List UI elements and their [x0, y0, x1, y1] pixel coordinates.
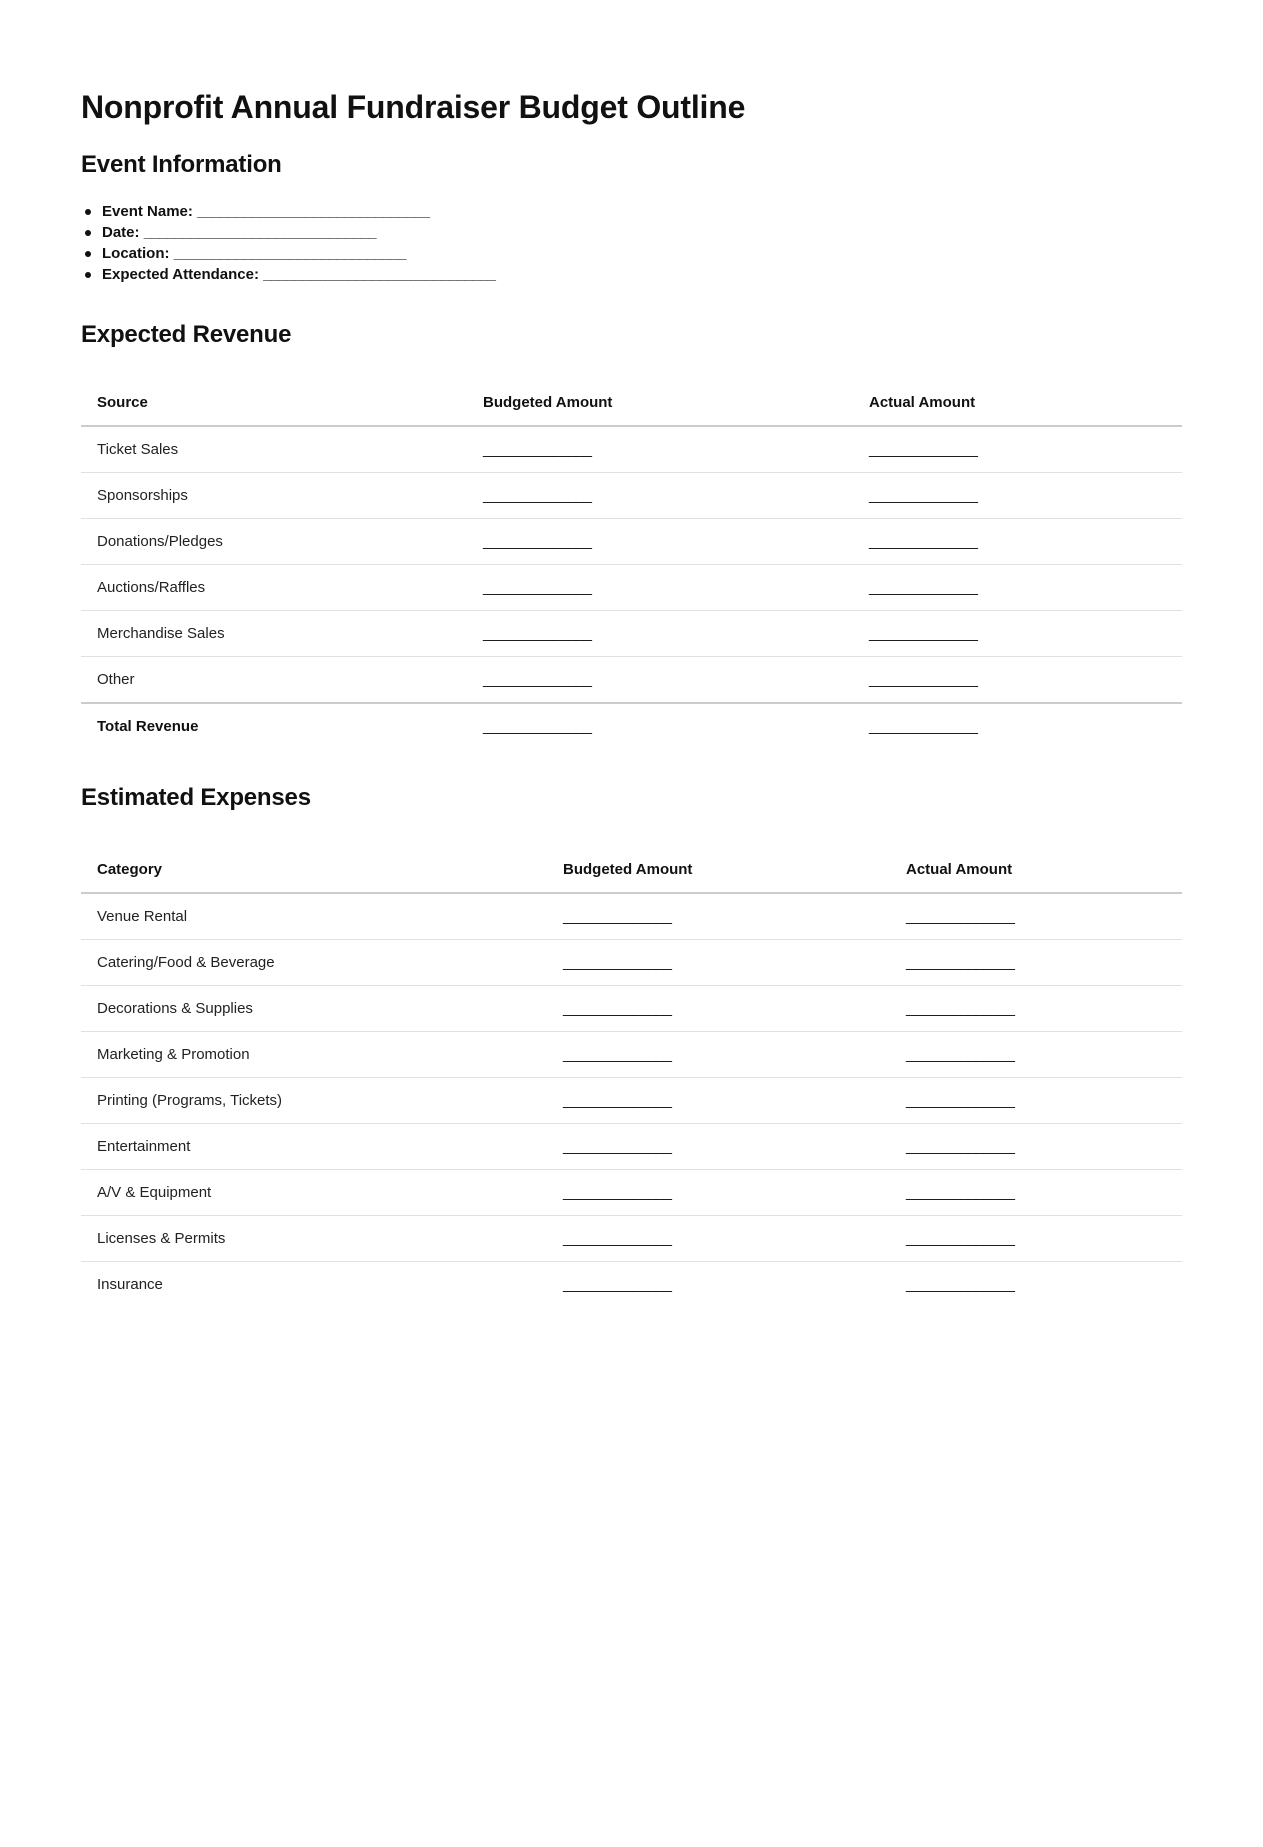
- total-budgeted-blank[interactable]: ______________: [483, 718, 592, 735]
- bullet-icon: [85, 230, 91, 236]
- table-row: [81, 1216, 1182, 1262]
- actual-blank[interactable]: ______________: [906, 954, 1015, 971]
- budgeted-cell[interactable]: [547, 1078, 890, 1124]
- field-label: Location:: [102, 245, 170, 262]
- actual-cell[interactable]: [890, 1216, 1182, 1262]
- table-row: [81, 565, 1182, 611]
- actual-cell[interactable]: [853, 519, 1182, 565]
- actual-blank[interactable]: ______________: [906, 1230, 1015, 1247]
- budgeted-cell[interactable]: [547, 1216, 890, 1262]
- budgeted-cell[interactable]: [547, 1124, 890, 1170]
- actual-cell[interactable]: [890, 940, 1182, 986]
- actual-blank[interactable]: ______________: [906, 1092, 1015, 1109]
- budgeted-cell[interactable]: [467, 473, 853, 519]
- actual-blank[interactable]: ______________: [869, 487, 978, 504]
- table-header-row: [81, 380, 1182, 426]
- category-cell: Venue Rental: [81, 893, 547, 940]
- expected-attendance-field: [102, 264, 1182, 285]
- actual-blank[interactable]: ______________: [906, 1000, 1015, 1017]
- bullet-icon: [85, 272, 91, 278]
- source-cell: Auctions/Raffles: [81, 565, 467, 611]
- field-label: Date:: [102, 224, 140, 241]
- table-row: [81, 426, 1182, 473]
- actual-cell[interactable]: [853, 473, 1182, 519]
- event-name-blank[interactable]: ______________________________: [197, 203, 430, 220]
- location-field: [102, 243, 1182, 264]
- category-cell: Catering/Food & Beverage: [81, 940, 547, 986]
- budgeted-blank[interactable]: ______________: [483, 579, 592, 596]
- actual-blank[interactable]: ______________: [869, 671, 978, 688]
- table-header-row: [81, 847, 1182, 893]
- actual-cell[interactable]: [890, 1170, 1182, 1216]
- total-revenue-row: [81, 703, 1182, 749]
- budgeted-cell[interactable]: [547, 986, 890, 1032]
- expenses-table: [81, 847, 1182, 1307]
- table-row: [81, 611, 1182, 657]
- table-row: [81, 1262, 1182, 1308]
- column-header-actual: Actual Amount: [890, 847, 1182, 893]
- budgeted-blank[interactable]: ______________: [563, 1000, 672, 1017]
- budgeted-cell[interactable]: [547, 1262, 890, 1308]
- revenue-table: [81, 380, 1182, 749]
- event-name-field: [102, 201, 1182, 222]
- source-cell: Other: [81, 657, 467, 704]
- table-row: [81, 986, 1182, 1032]
- actual-cell[interactable]: [853, 611, 1182, 657]
- budgeted-blank[interactable]: ______________: [563, 1046, 672, 1063]
- budgeted-blank[interactable]: ______________: [563, 1184, 672, 1201]
- event-information-list: [81, 201, 1182, 285]
- event-information-heading: Event Information: [81, 151, 282, 178]
- table-row: [81, 940, 1182, 986]
- actual-cell[interactable]: [890, 1124, 1182, 1170]
- budgeted-blank[interactable]: ______________: [563, 1230, 672, 1247]
- actual-blank[interactable]: ______________: [869, 579, 978, 596]
- budgeted-blank[interactable]: ______________: [563, 1276, 672, 1293]
- budgeted-blank[interactable]: ______________: [483, 487, 592, 504]
- budgeted-blank[interactable]: ______________: [563, 908, 672, 925]
- category-cell: Insurance: [97, 1276, 163, 1293]
- expected-revenue-heading: Expected Revenue: [81, 321, 292, 348]
- budgeted-cell[interactable]: [547, 1170, 890, 1216]
- budgeted-cell[interactable]: [467, 519, 853, 565]
- budgeted-cell[interactable]: [547, 940, 890, 986]
- total-actual-cell[interactable]: [853, 703, 1182, 749]
- table-row: [81, 657, 1182, 704]
- source-cell: Donations/Pledges: [81, 519, 467, 565]
- budgeted-blank[interactable]: ______________: [563, 1092, 672, 1109]
- field-label: Event Name:: [102, 203, 193, 220]
- document-title: Nonprofit Annual Fundraiser Budget Outline: [81, 89, 746, 125]
- actual-blank[interactable]: ______________: [869, 441, 978, 458]
- actual-blank[interactable]: ______________: [869, 625, 978, 642]
- expected-attendance-blank[interactable]: ______________________________: [263, 266, 496, 283]
- total-actual-blank[interactable]: ______________: [869, 718, 978, 735]
- date-field: [102, 222, 1182, 243]
- table-row: [81, 519, 1182, 565]
- budgeted-cell[interactable]: [467, 657, 853, 704]
- actual-blank[interactable]: ______________: [906, 908, 1015, 925]
- column-header-budgeted: Budgeted Amount: [467, 380, 853, 426]
- table-row: [81, 473, 1182, 519]
- budgeted-cell[interactable]: [467, 565, 853, 611]
- budgeted-cell[interactable]: [547, 1032, 890, 1078]
- total-budgeted-cell[interactable]: [467, 703, 853, 749]
- column-header-actual: Actual Amount: [853, 380, 1182, 426]
- source-cell: Merchandise Sales: [81, 611, 467, 657]
- actual-cell[interactable]: [890, 1078, 1182, 1124]
- budgeted-blank[interactable]: ______________: [483, 533, 592, 550]
- category-cell: Entertainment: [81, 1124, 547, 1170]
- budgeted-blank[interactable]: ______________: [563, 954, 672, 971]
- source-cell: Ticket Sales: [81, 426, 467, 473]
- actual-blank[interactable]: ______________: [869, 533, 978, 550]
- column-header-source: Source: [81, 380, 467, 426]
- actual-blank[interactable]: ______________: [906, 1184, 1015, 1201]
- budgeted-blank[interactable]: ______________: [483, 625, 592, 642]
- location-blank[interactable]: ______________________________: [173, 245, 406, 262]
- total-label: Total Revenue: [97, 718, 199, 735]
- actual-blank[interactable]: ______________: [906, 1138, 1015, 1155]
- category-cell: Marketing & Promotion: [81, 1032, 547, 1078]
- table-row: [81, 1032, 1182, 1078]
- category-cell: Printing (Programs, Tickets): [81, 1078, 547, 1124]
- column-header-budgeted: Budgeted Amount: [547, 847, 890, 893]
- actual-cell[interactable]: [890, 986, 1182, 1032]
- table-row: [81, 893, 1182, 940]
- actual-cell[interactable]: [890, 1262, 1182, 1308]
- budgeted-cell[interactable]: [467, 611, 853, 657]
- actual-cell[interactable]: [890, 1032, 1182, 1078]
- actual-cell[interactable]: [853, 565, 1182, 611]
- budgeted-cell[interactable]: [467, 426, 853, 473]
- category-cell: A/V & Equipment: [81, 1170, 547, 1216]
- source-cell: Sponsorships: [81, 473, 467, 519]
- column-header-category: Category: [81, 847, 547, 893]
- actual-blank[interactable]: ______________: [906, 1046, 1015, 1063]
- estimated-expenses-heading: Estimated Expenses: [81, 784, 311, 811]
- category-cell: Licenses & Permits: [81, 1216, 547, 1262]
- table-row: [81, 1170, 1182, 1216]
- table-row: [81, 1078, 1182, 1124]
- budgeted-blank[interactable]: ______________: [563, 1138, 672, 1155]
- bullet-icon: [85, 251, 91, 257]
- actual-blank[interactable]: ______________: [906, 1276, 1015, 1293]
- actual-cell[interactable]: [853, 426, 1182, 473]
- category-cell: Decorations & Supplies: [81, 986, 547, 1032]
- table-row: [81, 1124, 1182, 1170]
- date-blank[interactable]: ______________________________: [143, 224, 376, 241]
- budgeted-cell[interactable]: [547, 893, 890, 940]
- actual-cell[interactable]: [853, 657, 1182, 704]
- budgeted-blank[interactable]: ______________: [483, 671, 592, 688]
- field-label: Expected Attendance:: [102, 266, 259, 283]
- budgeted-blank[interactable]: ______________: [483, 441, 592, 458]
- actual-cell[interactable]: [890, 893, 1182, 940]
- bullet-icon: [85, 209, 91, 215]
